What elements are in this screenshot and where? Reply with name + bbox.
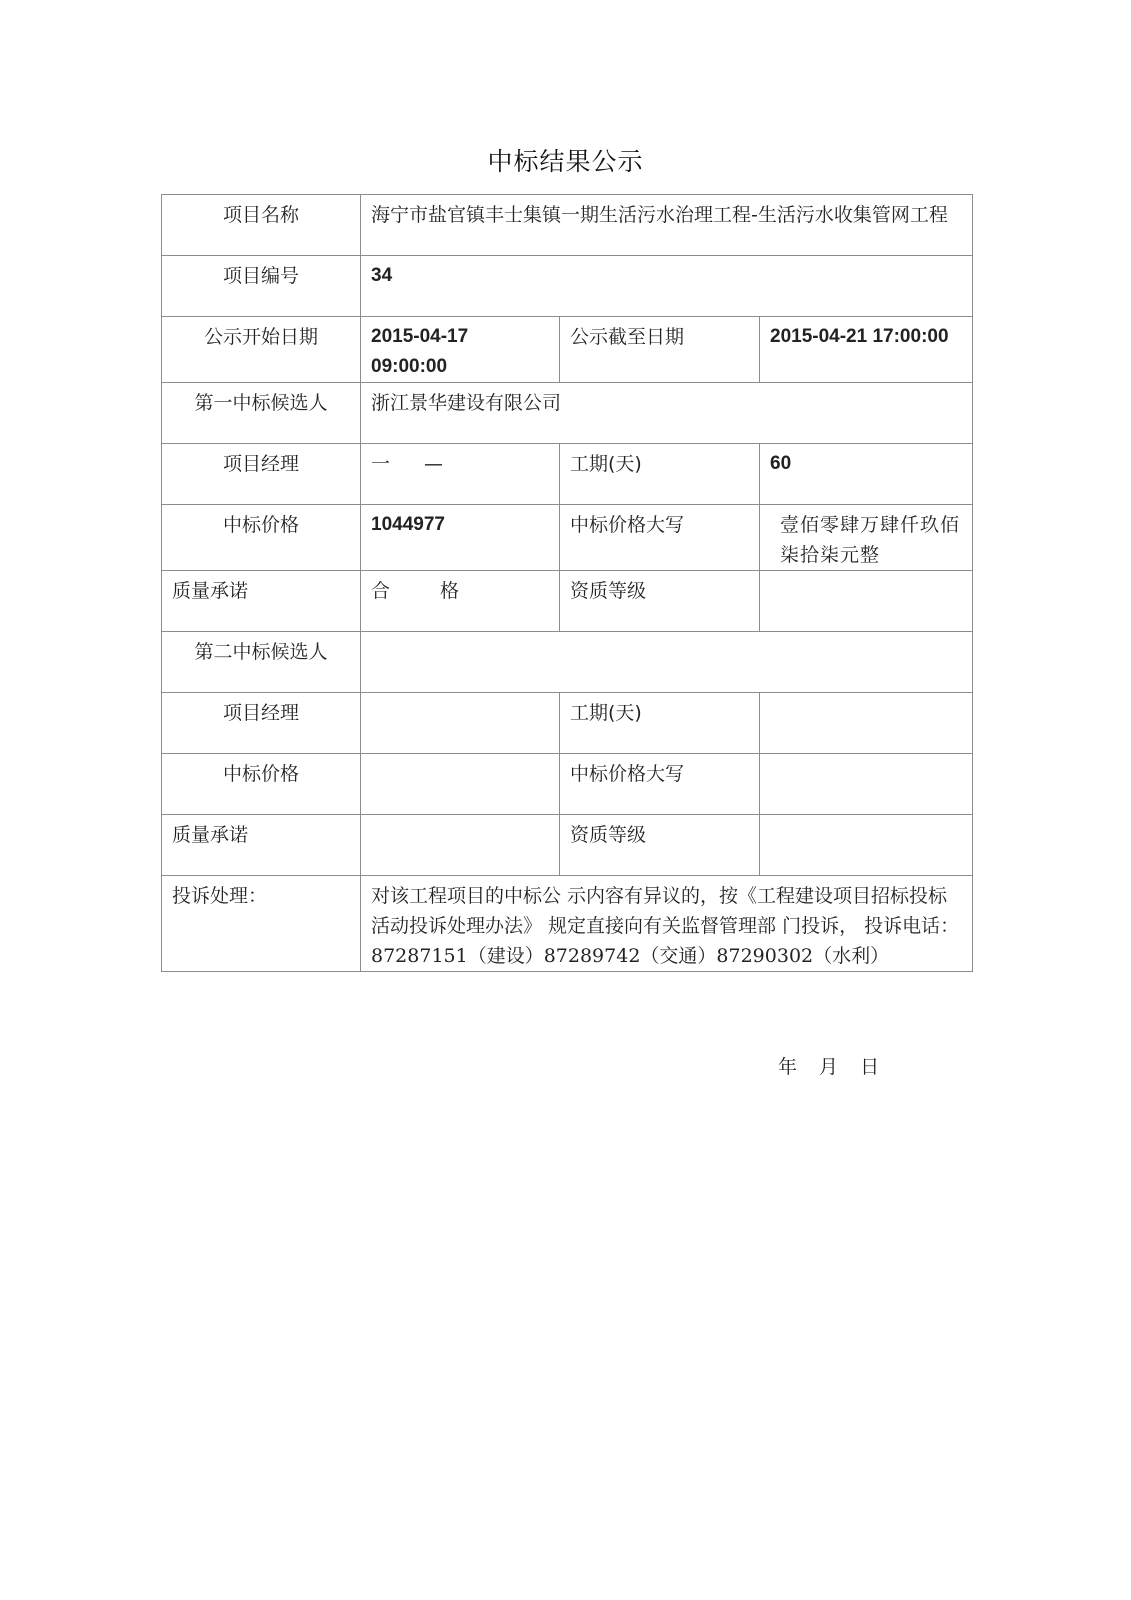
value-first-project-manager: 一 — [361, 444, 560, 505]
value-notice-start: 2015-04-17 09:00:00 [361, 317, 560, 383]
value-project-number: 34 [361, 256, 973, 317]
value-second-bid-price-upper [760, 754, 973, 815]
label-second-quality: 质量承诺 [162, 815, 361, 876]
row-project-number [162, 256, 973, 317]
label-second-bid-price: 中标价格 [162, 754, 361, 815]
value-second-bid-price [361, 754, 560, 815]
value-first-duration: 60 [760, 444, 973, 505]
value-first-quality: 合 格 [361, 571, 560, 632]
value-project-name: 海宁市盐官镇丰士集镇一期生活污水治理工程-生活污水收集管网工程 [361, 195, 973, 256]
row-first-candidate [162, 383, 973, 444]
label-bid-price: 中标价格 [162, 505, 361, 571]
value-first-candidate: 浙江景华建设有限公司 [361, 383, 973, 444]
value-notice-end: 2015-04-21 17:00:00 [760, 317, 973, 383]
label-complaint: 投诉处理： [162, 876, 361, 972]
label-duration: 工期(天) [560, 444, 760, 505]
page-title: 中标结果公示 [487, 147, 644, 176]
label-second-duration: 工期(天) [560, 693, 760, 754]
value-second-project-manager [361, 693, 560, 754]
label-qualification: 资质等级 [560, 571, 760, 632]
row-second-price [162, 754, 973, 815]
label-quality: 质量承诺 [162, 571, 361, 632]
value-first-qualification [760, 571, 973, 632]
label-notice-end: 公示截至日期 [560, 317, 760, 383]
label-project-manager: 项目经理 [162, 444, 361, 505]
label-project-name: 项目名称 [162, 195, 361, 256]
label-notice-start: 公示开始日期 [162, 317, 361, 383]
row-second-quality [162, 815, 973, 876]
value-complaint: 对该工程项目的中标公 示内容有异议的，按《工程建设项目招标投标活动投诉处理办法》 规定直接向有关监督管理部 门投诉， 投诉电话：87287151（建设）87289742（交通）87290302（水利） [361, 876, 973, 972]
row-first-manager [162, 444, 973, 505]
row-second-candidate [162, 632, 973, 693]
label-second-bid-price-upper: 中标价格大写 [560, 754, 760, 815]
row-first-quality [162, 571, 973, 632]
notice-table [161, 194, 973, 972]
row-project-name [162, 195, 973, 256]
label-second-candidate: 第二中标候选人 [162, 632, 361, 693]
value-second-candidate [361, 632, 973, 693]
value-second-duration [760, 693, 973, 754]
row-second-manager [162, 693, 973, 754]
row-notice-dates [162, 317, 973, 383]
label-project-number: 项目编号 [162, 256, 361, 317]
label-second-qualification: 资质等级 [560, 815, 760, 876]
label-first-candidate: 第一中标候选人 [162, 383, 361, 444]
label-bid-price-upper: 中标价格大写 [560, 505, 760, 571]
label-second-project-manager: 项目经理 [162, 693, 361, 754]
value-second-quality [361, 815, 560, 876]
date-line: 年 月 日 [778, 1056, 880, 1078]
value-second-qualification [760, 815, 973, 876]
value-first-bid-price: 1044977 [361, 505, 560, 571]
row-complaint [162, 876, 973, 972]
value-first-bid-price-upper: 壹佰零肆万肆仟玖佰柒拾柒元整 [760, 505, 973, 571]
row-first-price [162, 505, 973, 571]
